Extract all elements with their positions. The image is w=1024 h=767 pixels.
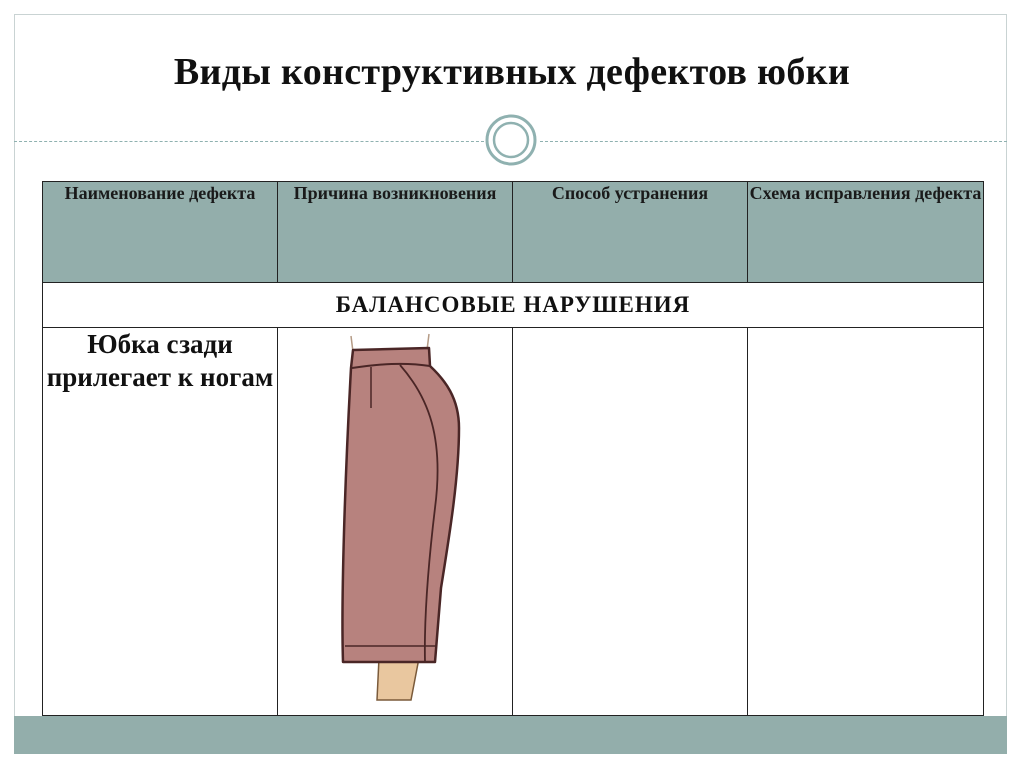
- fix-scheme-cell: [748, 328, 984, 716]
- circle-ornament-icon: [485, 114, 537, 166]
- header-defect-name: Наименование дефекта: [43, 182, 278, 283]
- defects-table: [42, 181, 984, 716]
- slide-title: Виды конструктивных дефектов юбки: [173, 51, 851, 93]
- table-row: [43, 328, 984, 716]
- fix-method-cell: [513, 328, 748, 716]
- defect-name-cell: Юбка сзади прилегает к ногам: [43, 328, 278, 716]
- title-divider-right: [540, 141, 1007, 142]
- section-row: [43, 283, 984, 328]
- bottom-bar: [14, 716, 1007, 754]
- title-divider-left: [14, 141, 484, 142]
- table-header-row: [43, 182, 984, 283]
- section-label: БАЛАНСОВЫЕ НАРУШЕНИЯ: [43, 283, 984, 328]
- header-fix-method: Способ устранения: [513, 182, 748, 283]
- skirt-illustration: [279, 328, 512, 710]
- header-fix-scheme: Схема исправления дефекта: [748, 182, 984, 283]
- header-cause: Причина возникновения: [278, 182, 513, 283]
- cause-cell: [278, 328, 513, 716]
